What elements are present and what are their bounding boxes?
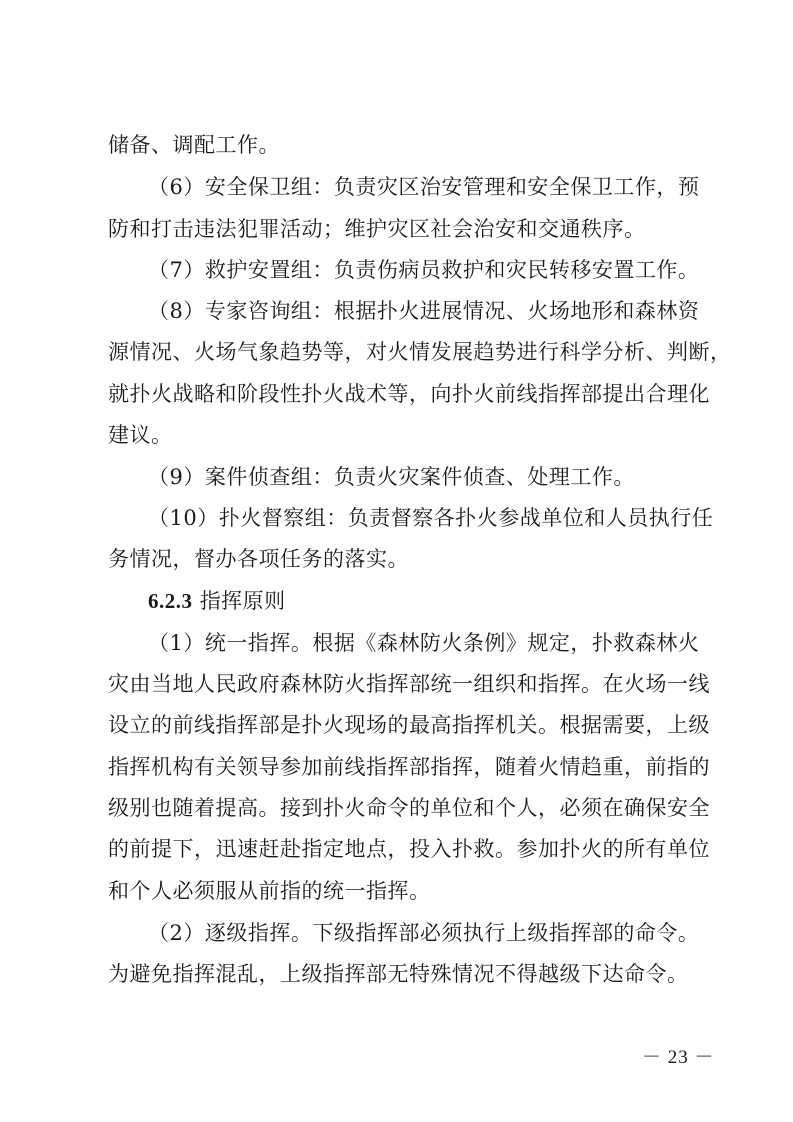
paragraph-line: 就扑火战略和阶段性扑火战术等，向扑火前线指挥部提出合理化 [108,382,710,406]
paragraph-line: （7）救护安置组：负责伤病员救护和灾民转移安置工作。 [148,258,700,282]
paragraph-line: 为避免指挥混乱，上级指挥部无特殊情况不得越级下达命令。 [108,962,689,986]
page-number: － 23 － [642,1047,715,1068]
paragraph-line: 源情况、火场气象趋势等，对火情发展趋势进行科学分析、判断， [108,340,732,364]
section-heading [148,588,286,614]
paragraph-line: 级别也随着提高。接到扑火命令的单位和个人，必须在确保安全 [108,796,710,820]
paragraph-line: 指挥机构有关领导参加前线指挥部指挥，随着火情趋重，前指的 [108,755,710,779]
paragraph-line: （9）案件侦查组：负责火灾案件侦查、处理工作。 [148,465,635,489]
section-title: 指挥原则 [199,589,286,613]
section-number: 6.2.3 [148,589,193,613]
paragraph-line: 灾由当地人民政府森林防火指挥部统一组织和指挥。在火场一线 [108,672,710,696]
paragraph-line: 建议。 [108,423,173,447]
paragraph-line: 防和打击违法犯罪活动；维护灾区社会治安和交通秩序。 [108,217,646,241]
paragraph-line: （10）扑火督察组：负责督察各扑火参战单位和人员执行任 [148,506,714,530]
paragraph-line: 和个人必须服从前指的统一指挥。 [108,879,431,903]
paragraph-line: 务情况，督办各项任务的落实。 [108,547,409,571]
paragraph-line: （6）安全保卫组：负责灾区治安管理和安全保卫工作，预 [148,175,700,199]
paragraph-line: 储备、调配工作。 [108,133,280,157]
paragraph-line: （2）逐级指挥。下级指挥部必须执行上级指挥部的命令。 [148,921,700,945]
paragraph-line: （8）专家咨询组：根据扑火进展情况、火场地形和森林资 [148,299,700,323]
paragraph-line: 设立的前线指挥部是扑火现场的最高指挥机关。根据需要，上级 [108,713,710,737]
paragraph-line: （1）统一指挥。根据《森林防火条例》规定，扑救森林火 [148,631,700,655]
paragraph-line: 的前提下，迅速赶赴指定地点，投入扑救。参加扑火的所有单位 [108,837,710,861]
